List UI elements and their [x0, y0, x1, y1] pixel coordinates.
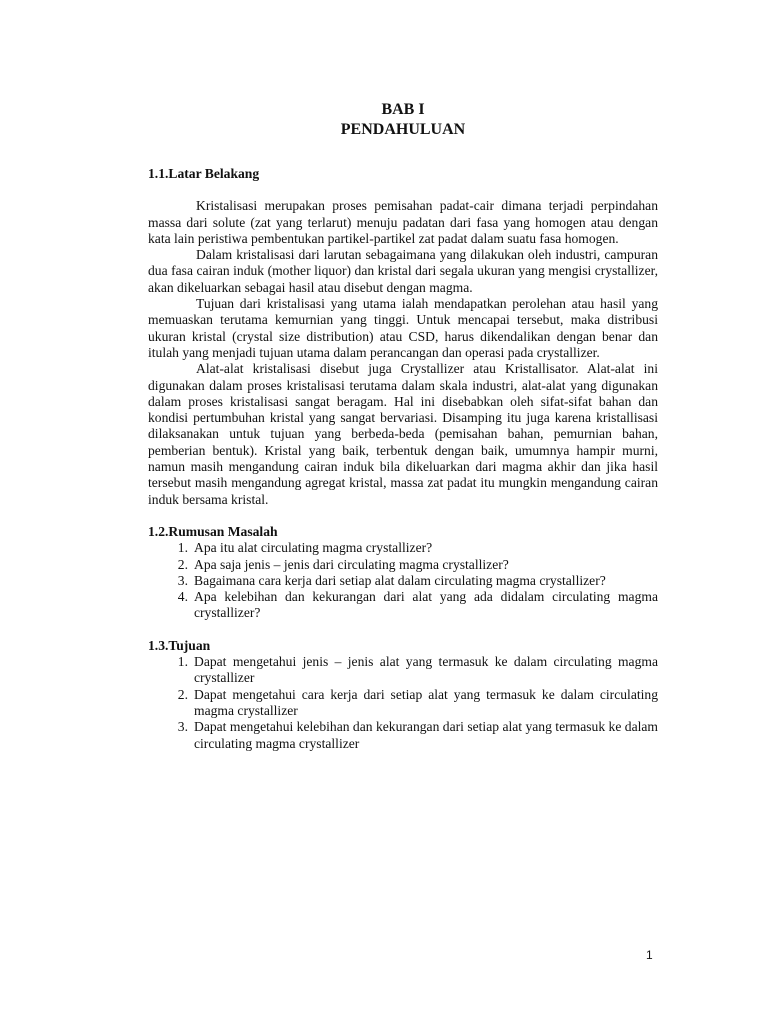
list-item [177, 572, 658, 589]
paragraph: Dalam kristalisasi dari larutan sebagaimana yang dilakukan oleh industri, campuran dua fasa cairan induk (mother liquor) dan kristal dari segala ukuran yang mengisi crystallizer, akan dikeluarkan sebagai hasil atau disebut dengan magma. [148, 247, 658, 295]
list-number: 1. [177, 654, 188, 670]
section-heading-objectives: 1.3.Tujuan [148, 637, 211, 653]
problem-list [148, 540, 658, 621]
list-item-text: Dapat mengetahui jenis – jenis alat yang termasuk ke dalam circulating magma crystallizer [194, 654, 658, 686]
paragraph: Tujuan dari kristalisasi yang utama ialah mendapatkan perolehan atau hasil yang memuaskan terutama kemurnian yang tinggi. Untuk mencapai tersebut, maka distribusi ukuran kristal (crystal size distribution) atau CSD, harus dikendalikan dengan benar dan itulah yang menjadi tujuan utama dalam perancangan dan operasi pada crystallizer. [148, 296, 658, 360]
list-item-text: Dapat mengetahui cara kerja dari setiap alat yang termasuk ke dalam circulating magma crystallizer [194, 686, 658, 718]
list-number: 3. [177, 572, 188, 588]
page-number: 1 [646, 948, 653, 962]
list-item [177, 540, 658, 556]
list-item-text: Dapat mengetahui kelebihan dan kekurangan dari setiap alat yang termasuk ke dalam circulating magma crystallizer [194, 719, 658, 751]
section-objectives [148, 638, 658, 752]
list-item-text: Apa kelebihan dan kekurangan dari alat yang ada didalam circulating magma crystallizer? [194, 589, 658, 621]
document-page [148, 100, 658, 768]
list-number: 3. [177, 719, 188, 735]
paragraph: Alat-alat kristalisasi disebut juga Crystallizer atau Kristallisator. Alat-alat ini digunakan dalam proses kristalisasi terutama dalam skala industri, alat-alat yang digunakan dalam proses kristalisasi sangat beragam. Hal ini disebabkan oleh sifat-sifat bahan dan kondisi pertumbuhan kristal yang sangat bervariasi. Disamping itu juga karena kristallisasi dilaksanakan untuk tujuan yang berbeda-beda (pemisahan bahan, pemurnian bahan, pemberian bentuk). Kristal yang baik, terbentuk dengan baik, umumnya hampir murni, namun masih mengandung cairan induk bila dikeluarkan dari magma akhir dan jika hasil tersebut masih mengandung agregat kristal, massa zat padat itu mungkin mengandung cairan induk bersama kristal. [148, 361, 658, 507]
chapter-title: BAB I [381, 101, 425, 118]
paragraph: Kristalisasi merupakan proses pemisahan padat-cair dimana terjadi perpindahan massa dari solute (zat yang terlarut) menuju padatan dari fasa yang homogen atau dengan kata lain peristiwa pembentukan partikel-partikel zat padat dalam suatu fasa homogen. [148, 198, 658, 246]
list-number: 4. [177, 589, 188, 605]
list-item [177, 654, 658, 687]
section-heading-problems: 1.2.Rumusan Masalah [148, 523, 278, 539]
section-problems [148, 524, 658, 622]
list-number: 2. [177, 556, 188, 572]
section-background [148, 166, 658, 508]
list-item [177, 556, 658, 573]
chapter-subtitle: PENDAHULUAN [340, 121, 466, 138]
list-item-text: Apa itu alat circulating magma crystallizer? [194, 540, 433, 556]
list-item [177, 686, 658, 720]
list-item [177, 719, 658, 752]
section-heading-background: 1.1.Latar Belakang [148, 166, 260, 181]
objective-list [148, 654, 658, 752]
list-number: 2. [177, 686, 188, 702]
list-item-text: Bagaimana cara kerja dari setiap alat dalam circulating magma crystallizer? [194, 572, 606, 588]
list-item-text: Apa saja jenis – jenis dari circulating magma crystallizer? [194, 556, 509, 572]
list-number: 1. [177, 540, 188, 556]
list-item [177, 589, 658, 622]
